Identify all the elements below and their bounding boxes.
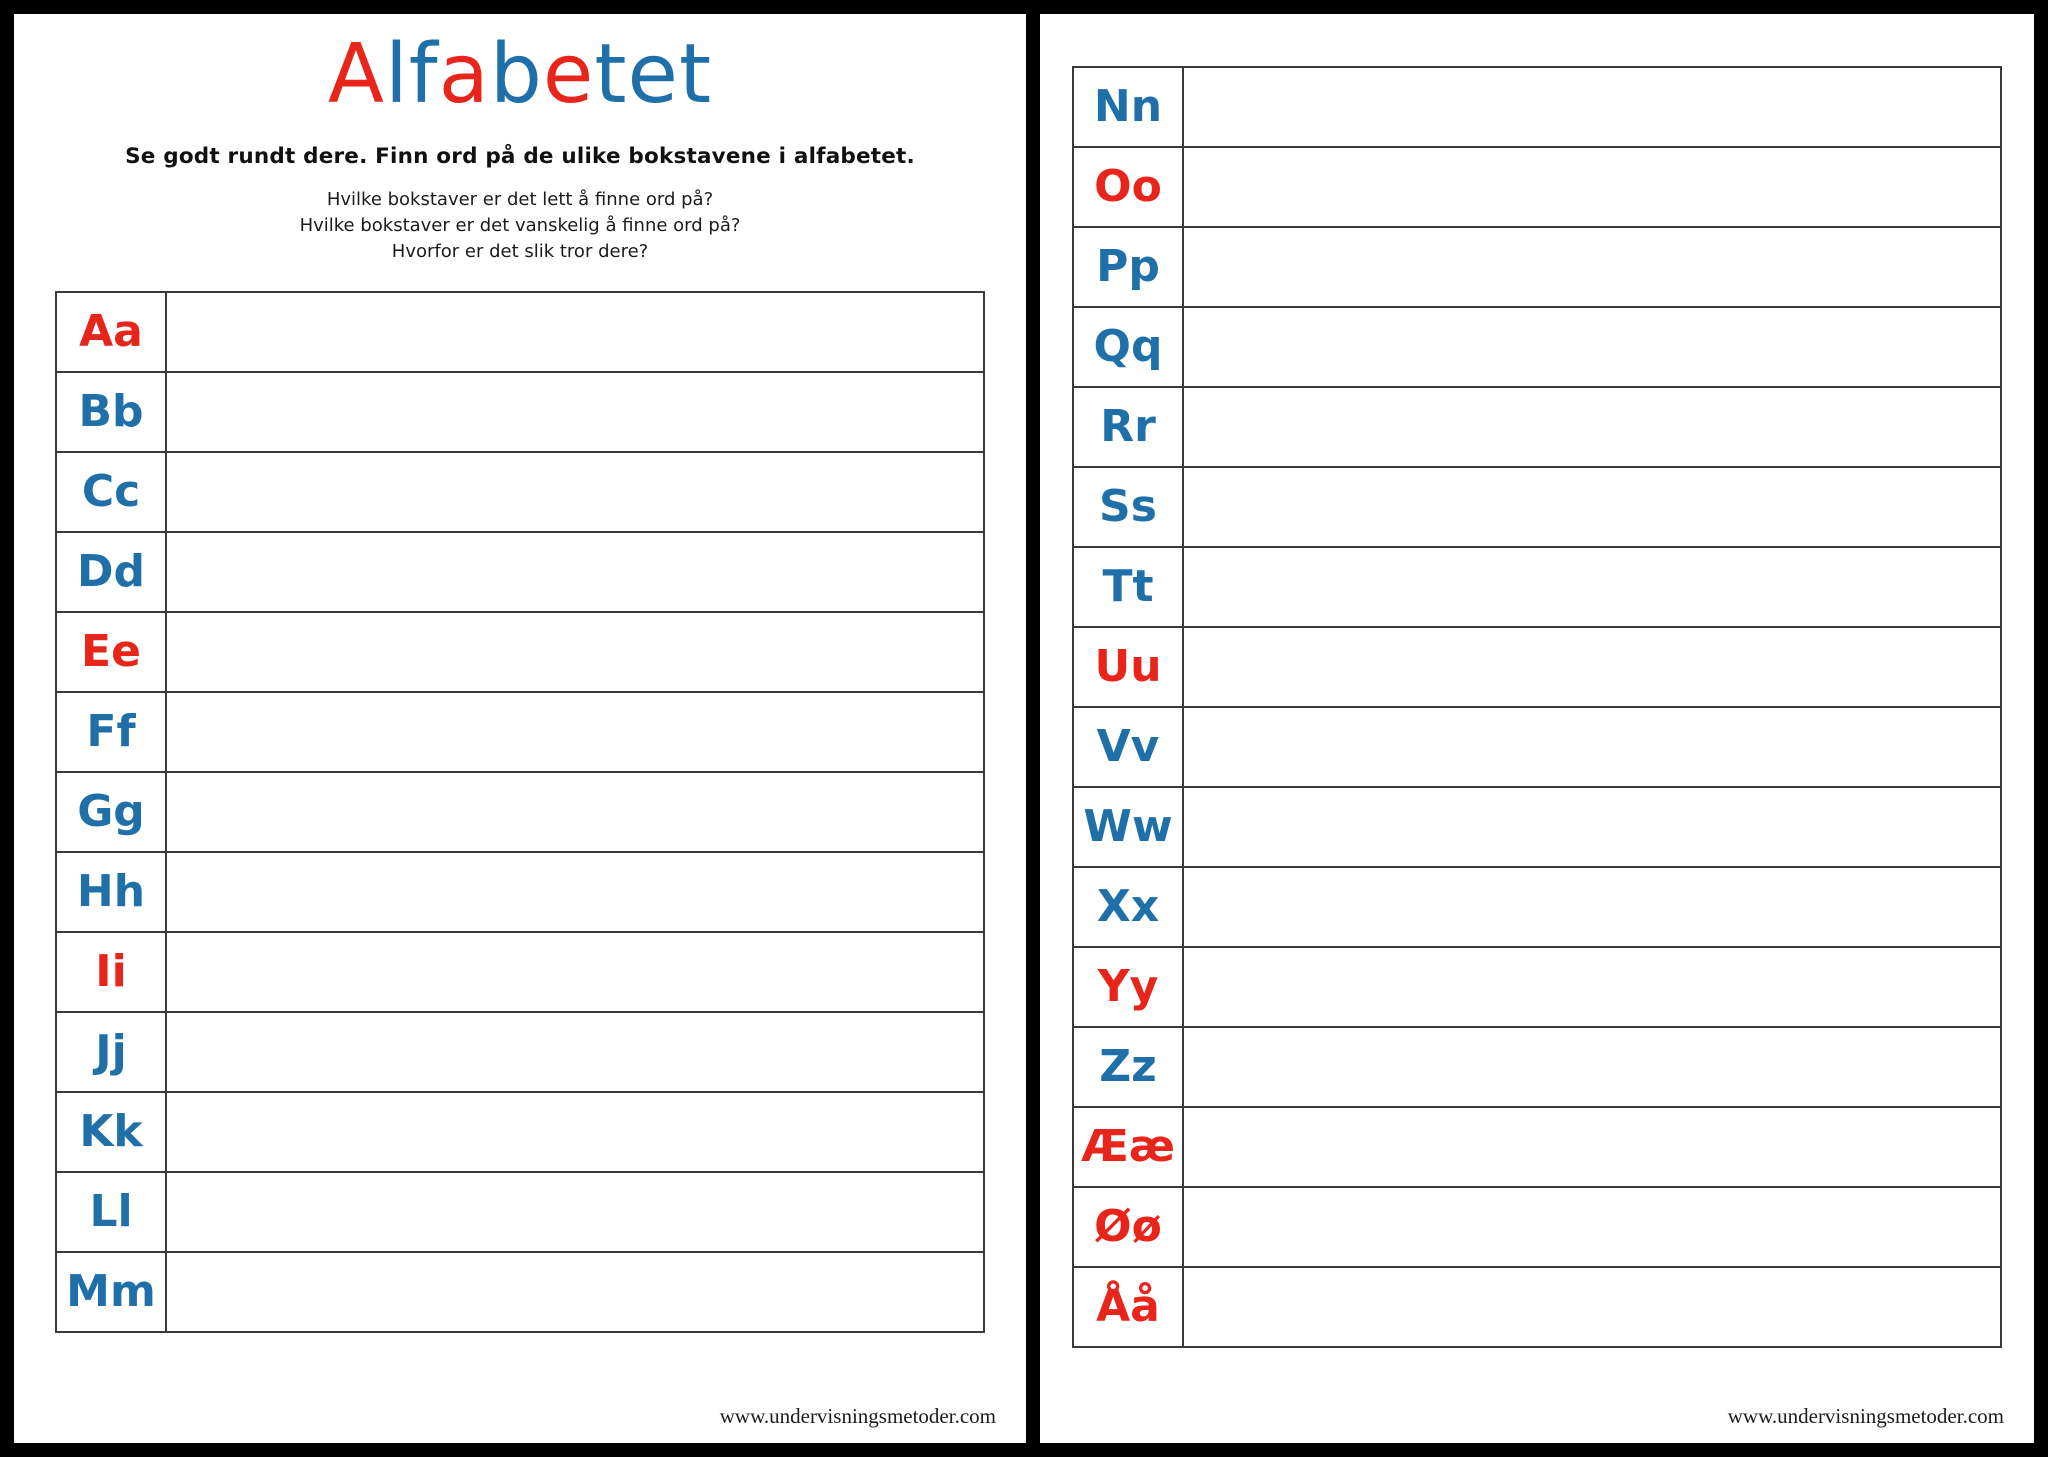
question-list: [14, 187, 1026, 265]
title-segment-3: b: [489, 27, 543, 122]
word-entry-cell-m[interactable]: [166, 1252, 984, 1332]
question-item: Hvilke bokstaver er det lett å finne ord på?: [326, 189, 714, 211]
word-entry-cell-e[interactable]: [166, 612, 984, 692]
page-title: [14, 27, 1026, 122]
letter-cell-g: Gg: [56, 772, 166, 852]
table-row: [1073, 547, 2001, 627]
table-row: [56, 612, 984, 692]
letter-cell-j: Jj: [56, 1012, 166, 1092]
letter-cell-l: Ll: [56, 1172, 166, 1252]
letter-cell-k: Kk: [56, 1092, 166, 1172]
table-row: [1073, 1187, 2001, 1267]
word-entry-cell-j[interactable]: [166, 1012, 984, 1092]
word-entry-cell-å[interactable]: [1183, 1267, 2001, 1347]
letter-cell-c: Cc: [56, 452, 166, 532]
word-entry-cell-n[interactable]: [1183, 67, 2001, 147]
letter-cell-m: Mm: [56, 1252, 166, 1332]
word-entry-cell-i[interactable]: [166, 932, 984, 1012]
table-row: [1073, 67, 2001, 147]
word-entry-cell-s[interactable]: [1183, 467, 2001, 547]
word-entry-cell-d[interactable]: [166, 532, 984, 612]
question-item: Hvorfor er det slik tror dere?: [391, 241, 649, 263]
alphabet-table-left: [55, 291, 985, 1333]
word-entry-cell-k[interactable]: [166, 1092, 984, 1172]
table-row: [1073, 147, 2001, 227]
table-row: [1073, 707, 2001, 787]
letter-cell-z: Zz: [1073, 1027, 1183, 1107]
letter-cell-s: Ss: [1073, 467, 1183, 547]
title-segment-5: tet: [594, 27, 713, 122]
letter-cell-i: Ii: [56, 932, 166, 1012]
table-row: [1073, 467, 2001, 547]
title-segment-4: e: [542, 27, 595, 122]
letter-cell-o: Oo: [1073, 147, 1183, 227]
word-entry-cell-y[interactable]: [1183, 947, 2001, 1027]
word-entry-cell-x[interactable]: [1183, 867, 2001, 947]
letter-cell-ø: Øø: [1073, 1187, 1183, 1267]
word-entry-cell-z[interactable]: [1183, 1027, 2001, 1107]
instruction-text: Se godt rundt dere. Finn ord på de ulike bokstavene i alfabetet.: [125, 144, 915, 170]
alphabet-table-right: [1072, 66, 2002, 1348]
word-entry-cell-w[interactable]: [1183, 787, 2001, 867]
footer-url-right: www.undervisningsmetoder.com: [1727, 1404, 2004, 1428]
table-row: [56, 772, 984, 852]
table-row: [1073, 787, 2001, 867]
table-row: [56, 1092, 984, 1172]
letter-cell-å: Åå: [1073, 1267, 1183, 1347]
table-row: [56, 1252, 984, 1332]
letter-cell-v: Vv: [1073, 707, 1183, 787]
letter-cell-q: Qq: [1073, 307, 1183, 387]
letter-cell-æ: Ææ: [1073, 1107, 1183, 1187]
letter-cell-w: Ww: [1073, 787, 1183, 867]
word-entry-cell-b[interactable]: [166, 372, 984, 452]
letter-cell-t: Tt: [1073, 547, 1183, 627]
table-body-right: [1073, 67, 2001, 1347]
letter-cell-y: Yy: [1073, 947, 1183, 1027]
footer-url-left: www.undervisningsmetoder.com: [719, 1404, 996, 1428]
word-entry-cell-o[interactable]: [1183, 147, 2001, 227]
letter-cell-a: Aa: [56, 292, 166, 372]
letter-cell-f: Ff: [56, 692, 166, 772]
table-row: [56, 1172, 984, 1252]
table-row: [56, 452, 984, 532]
table-row: [56, 932, 984, 1012]
table-row: [1073, 867, 2001, 947]
table-row: [56, 372, 984, 452]
title-segment-1: lf: [384, 27, 439, 122]
title-segment-0: A: [327, 27, 385, 122]
table-row: [56, 292, 984, 372]
table-row: [1073, 307, 2001, 387]
word-entry-cell-c[interactable]: [166, 452, 984, 532]
letter-cell-h: Hh: [56, 852, 166, 932]
question-item: Hvilke bokstaver er det vanskelig å finne ord på?: [299, 215, 741, 237]
letter-cell-x: Xx: [1073, 867, 1183, 947]
letter-cell-p: Pp: [1073, 227, 1183, 307]
letter-cell-e: Ee: [56, 612, 166, 692]
word-entry-cell-q[interactable]: [1183, 307, 2001, 387]
title-segment-2: a: [438, 27, 490, 122]
letter-cell-d: Dd: [56, 532, 166, 612]
word-entry-cell-æ[interactable]: [1183, 1107, 2001, 1187]
table-row: [56, 1012, 984, 1092]
letter-cell-u: Uu: [1073, 627, 1183, 707]
word-entry-cell-p[interactable]: [1183, 227, 2001, 307]
table-body-left: [56, 292, 984, 1332]
worksheet-page-left: [14, 14, 1026, 1443]
table-row: [56, 852, 984, 932]
table-row: [1073, 387, 2001, 467]
table-row: [56, 692, 984, 772]
word-entry-cell-h[interactable]: [166, 852, 984, 932]
table-row: [1073, 1267, 2001, 1347]
word-entry-cell-v[interactable]: [1183, 707, 2001, 787]
word-entry-cell-r[interactable]: [1183, 387, 2001, 467]
letter-cell-n: Nn: [1073, 67, 1183, 147]
worksheet-page-right: [1040, 14, 2034, 1443]
right-page-spacer: [1040, 14, 2034, 66]
word-entry-cell-g[interactable]: [166, 772, 984, 852]
word-entry-cell-f[interactable]: [166, 692, 984, 772]
table-row: [1073, 1107, 2001, 1187]
table-row: [1073, 947, 2001, 1027]
word-entry-cell-a[interactable]: [166, 292, 984, 372]
table-row: [1073, 1027, 2001, 1107]
word-entry-cell-ø[interactable]: [1183, 1187, 2001, 1267]
table-row: [1073, 627, 2001, 707]
table-row: [1073, 227, 2001, 307]
word-entry-cell-t[interactable]: [1183, 547, 2001, 627]
table-row: [56, 532, 984, 612]
word-entry-cell-l[interactable]: [166, 1172, 984, 1252]
letter-cell-r: Rr: [1073, 387, 1183, 467]
word-entry-cell-u[interactable]: [1183, 627, 2001, 707]
letter-cell-b: Bb: [56, 372, 166, 452]
